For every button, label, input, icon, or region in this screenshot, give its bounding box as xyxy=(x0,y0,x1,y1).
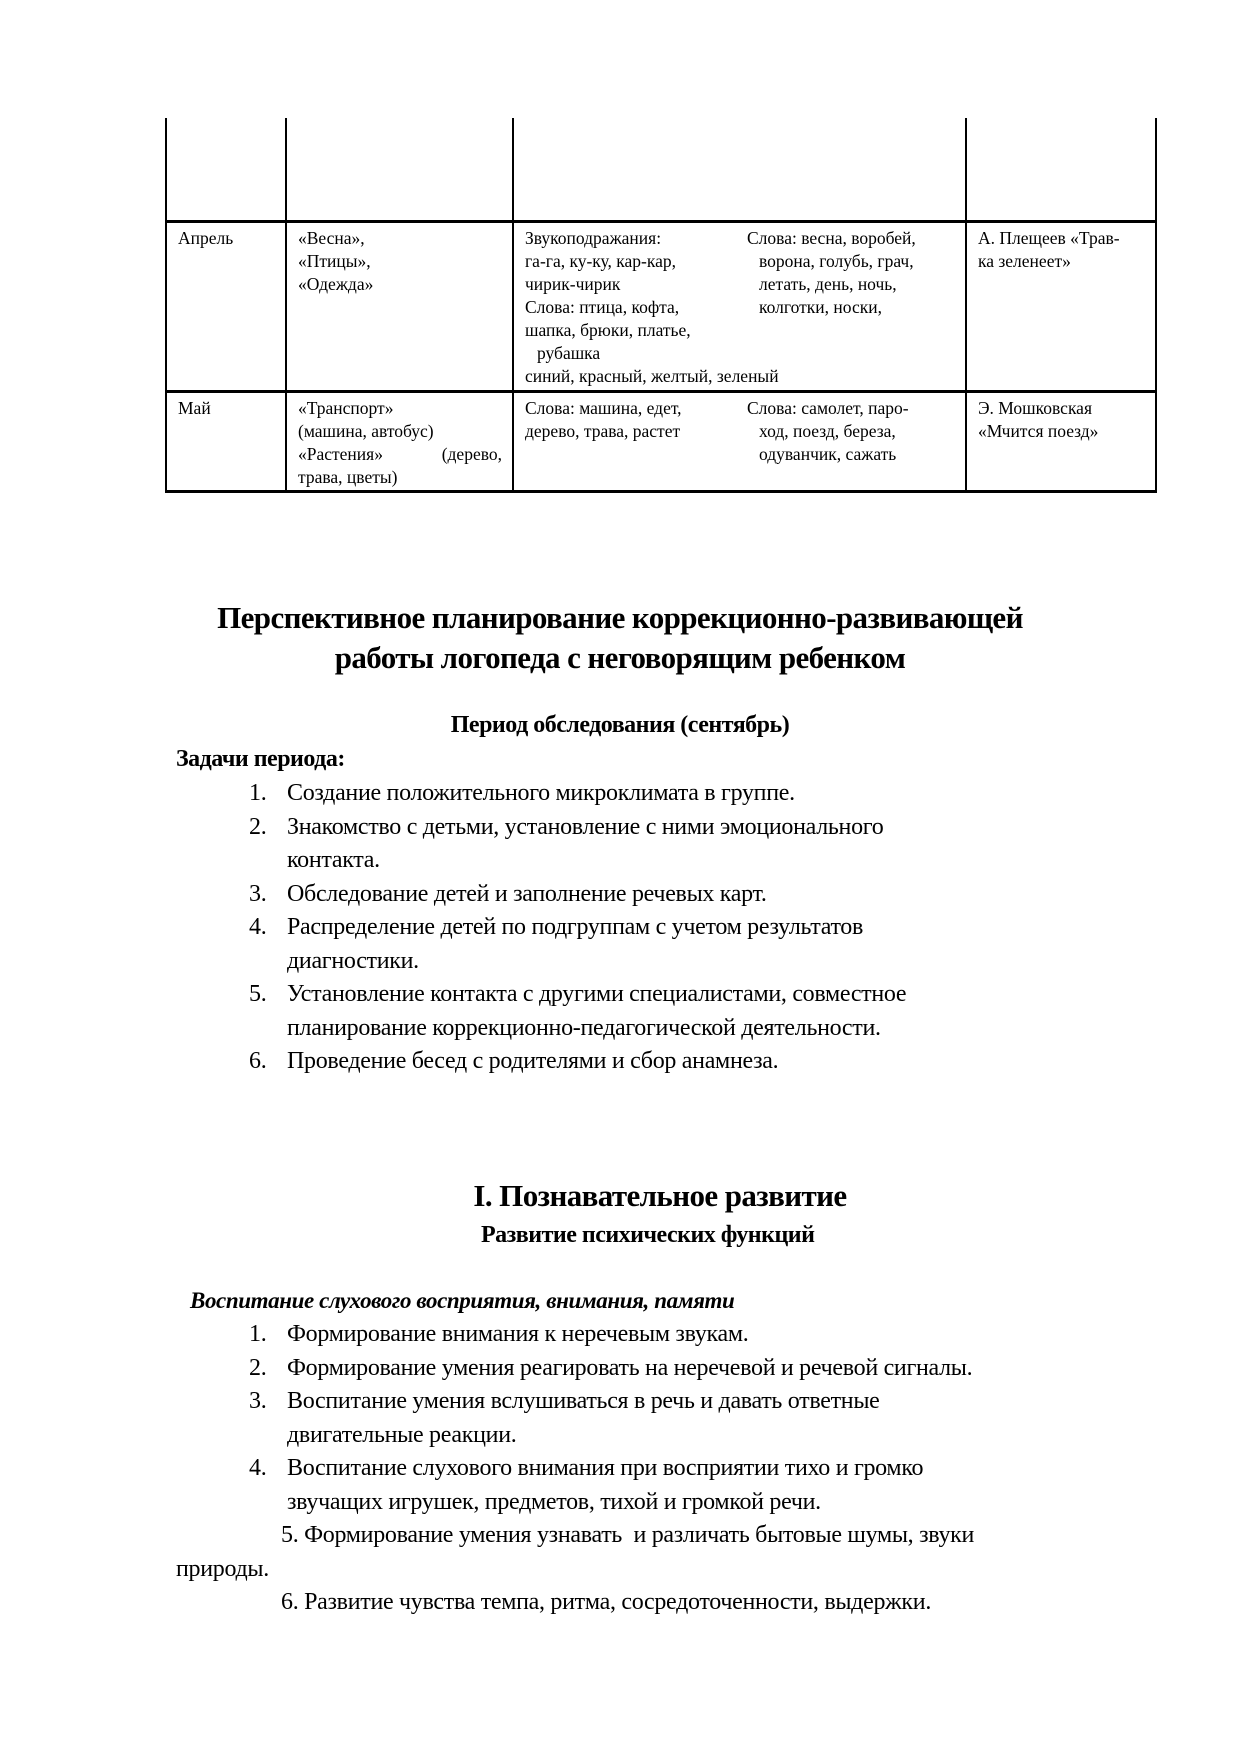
topics-cell: «Весна», «Птицы», «Одежда» xyxy=(285,223,512,390)
list-item: 5. Установление контакта с другими специалистами, совместное планирование коррекционно-педагогической деятельности. xyxy=(249,981,907,1041)
month-cell: Май xyxy=(165,393,285,490)
vocabulary-cell: Слова: машина, едет, дерево, трава, растет Слова: самолет, паро- ход, поезд, береза, одуванчик, сажать xyxy=(512,393,965,490)
list-item: 3. Обследование детей и заполнение речевых карт. xyxy=(249,880,767,907)
auditory-list xyxy=(249,1318,1169,1519)
list-item: 2. Формирование умения реагировать на неречевой и речевой сигналы. xyxy=(249,1354,973,1381)
period-heading: Период обследования (сентябрь) xyxy=(450,712,790,738)
list-item-5: 5. Формирование умения узнавать и различать бытовые шумы, звуки xyxy=(281,1522,975,1548)
list-item: 6. Проведение бесед с родителями и сбор анамнеза. xyxy=(249,1048,779,1074)
vocabulary-cell: Звукоподражания: га-га, ку-ку, кар-кар, чирик-чирик Слова: птица, кофта, шапка, брюки, платье, рубашка Слова: весна, воробей, ворона, голубь, грач, летать, день, ночь, колготки, носки, синий, красный, желтый, зеленый xyxy=(512,223,965,390)
list-item: 3. Воспитание умения вслушиваться в речь и давать ответные двигательные реакции. xyxy=(249,1388,880,1448)
list-item-5-continuation: природы. xyxy=(176,1556,269,1582)
tasks-list xyxy=(249,777,1149,1079)
literature-cell: Э. Мошковская «Мчится поезд» xyxy=(965,393,1157,490)
literature-cell: А. Плещеев «Трав- ка зеленеет» xyxy=(965,223,1157,390)
list-item: 2. Знакомство с детьми, установление с ними эмоционального контакта. xyxy=(249,813,884,873)
list-item: 4. Распределение детей по подгруппам с учетом результатов диагностики. xyxy=(249,914,864,974)
list-item: 1. Формирование внимания к неречевым звукам. xyxy=(249,1321,749,1347)
section-subtitle: Развитие психических функций xyxy=(481,1222,815,1248)
page-title: Перспективное планирование коррекционно-развивающей работы логопеда с неговорящим ребенком xyxy=(217,600,1023,675)
month-cell: Апрель xyxy=(165,223,285,390)
table-row-continuation xyxy=(165,118,1157,220)
topics-cell: «Транспорт» (машина, автобус) «Растения» (дерево, трава, цветы) xyxy=(285,393,512,490)
list-item: 4. Воспитание слухового внимания при восприятии тихо и громко звучащих игрушек, предметов, тихой и громкой речи. xyxy=(249,1455,924,1515)
list-item-6: 6. Развитие чувства темпа, ритма, сосредоточенности, выдержки. xyxy=(281,1589,932,1615)
table-row xyxy=(165,390,1157,493)
subsection-heading: Воспитание слухового восприятия, внимания, памяти xyxy=(190,1288,735,1313)
list-item: 1. Создание положительного микроклимата в группе. xyxy=(249,780,795,806)
section-title: I. Познавательное развитие xyxy=(473,1178,847,1213)
plan-table xyxy=(165,118,1157,493)
tasks-label: Задачи периода: xyxy=(176,746,345,772)
table-row xyxy=(165,220,1157,390)
